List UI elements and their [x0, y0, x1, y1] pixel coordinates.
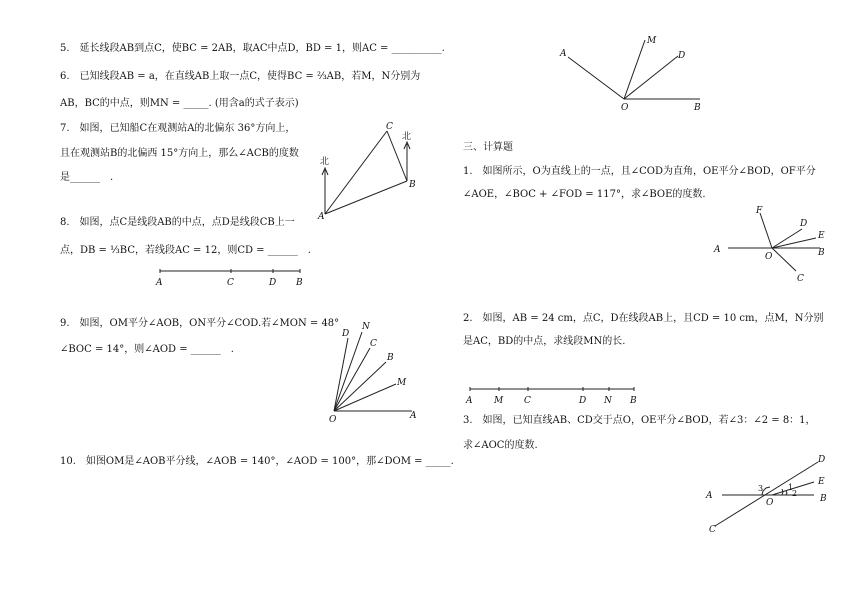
line-CD	[715, 462, 818, 526]
label-A: A	[714, 245, 721, 255]
label-C: C	[709, 525, 716, 535]
label-B: B	[818, 248, 825, 258]
label-N: N	[604, 396, 612, 406]
problem-2-line-1: 2. 如图，AB = 24 cm，点C，D在线段AB上，且CD = 10 cm，点M，N分别	[463, 313, 824, 324]
question-5: 5. 延长线段AB到点C，使BC = 2AB，取AC中点D，BD = 1，则AC = __________.	[60, 43, 445, 54]
label-M: M	[494, 396, 504, 406]
label-B: B	[387, 353, 394, 363]
label-B: B	[820, 494, 827, 504]
label-B: B	[296, 278, 303, 288]
ray-OE	[772, 238, 816, 248]
question-7-line-3: 是______ .	[60, 172, 114, 183]
label-D: D	[678, 51, 686, 61]
figure-segment-ACDB	[152, 265, 312, 290]
question-6-line-2: AB，BC的中点，则MN = _____. (用含a的式子表示)	[60, 98, 299, 109]
ray-OA	[568, 57, 624, 99]
label-D: D	[579, 396, 587, 406]
label-angle-2: 2	[792, 489, 798, 498]
question-6-line-1: 6. 已知线段AB = a，在直线AB上取一点C，使得BC = ⅔AB，若M，N分别为	[60, 71, 421, 82]
label-A: A	[318, 212, 325, 222]
ray-OD	[772, 229, 802, 248]
label-B: B	[694, 103, 701, 113]
label-north-left: 北	[320, 157, 330, 167]
label-O: O	[621, 103, 629, 113]
label-D: D	[818, 455, 826, 465]
label-angle-3: 3	[758, 484, 764, 493]
label-F: F	[756, 206, 763, 216]
label-A: A	[466, 396, 473, 406]
ray-OM	[334, 384, 396, 411]
label-O: O	[766, 498, 774, 508]
question-7-line-1: 7. 如图，已知船C在观测站A的北偏东 36°方向上，	[60, 123, 296, 134]
figure-intersecting-lines	[700, 452, 830, 534]
label-B: B	[409, 180, 416, 190]
question-8-line-1: 8. 如图，点C是线段AB的中点，点D是线段CB上一	[60, 217, 295, 228]
figure-segment-AMCDNB	[462, 383, 642, 407]
label-E: E	[818, 231, 825, 241]
problem-1-line-1: 1. 如图所示，O为直线上的一点，且∠COD为直角，OE平分∠BOD，OF平分	[463, 166, 816, 177]
problem-2-line-2: 是AC，BD的中点，求线段MN的长.	[463, 336, 626, 347]
label-N: N	[362, 322, 370, 332]
problem-1-line-2: ∠AOE，∠BOC + ∠FOD = 117°，求∠BOE的度数.	[463, 189, 706, 200]
section-title: 三、计算题	[463, 142, 513, 153]
label-O: O	[765, 252, 773, 262]
question-9-line-2: ∠BOC = 14°，则∠AOD = ______ .	[60, 344, 234, 355]
figure-angle-top	[550, 28, 720, 113]
label-C: C	[797, 274, 804, 284]
problem-3-line-1: 3. 如图，已知直线AB、CD交于点O，OE平分∠BOD，若∠3：∠2 = 8：1，	[463, 415, 816, 426]
label-D: D	[342, 329, 350, 339]
label-A: A	[706, 491, 713, 501]
ray-ON	[334, 332, 362, 411]
label-north-right: 北	[402, 132, 412, 142]
label-O: O	[329, 415, 337, 425]
problem-3-line-2: 求∠AOC的度数.	[463, 440, 538, 451]
ray-OC	[772, 248, 796, 271]
label-D: D	[800, 219, 808, 229]
label-M: M	[647, 36, 657, 46]
label-angle-1: 1	[788, 483, 794, 492]
label-M: M	[397, 378, 407, 388]
label-C: C	[370, 339, 377, 349]
label-C: C	[524, 396, 531, 406]
question-9-line-1: 9. 如图，OM平分∠AOB，ON平分∠COD.若∠MON = 48°	[60, 318, 340, 329]
figure-perpendicular-rays	[708, 203, 830, 285]
figure-bisectors	[322, 318, 427, 428]
label-C: C	[386, 122, 393, 132]
label-A: A	[560, 49, 567, 59]
label-C: C	[227, 278, 234, 288]
label-D: D	[269, 278, 277, 288]
angle-2-arc	[786, 491, 787, 495]
ray-OF	[760, 213, 772, 248]
question-10: 10. 如图OM是∠AOB平分线，∠AOB = 140°，∠AOD = 100°，那∠DOM = _____.	[60, 456, 454, 467]
figure-ship-bearing	[312, 118, 427, 228]
question-8-line-2: 点，DB = ⅓BC，若线段AC = 12，则CD = ______ .	[60, 245, 311, 256]
label-B: B	[630, 396, 637, 406]
label-A: A	[410, 411, 417, 421]
label-E: E	[818, 477, 825, 487]
label-A: A	[156, 278, 163, 288]
question-7-line-2: 且在观测站B的北偏西 15°方向上，那么∠ACB的度数	[60, 148, 299, 159]
ray-OC	[334, 348, 370, 411]
